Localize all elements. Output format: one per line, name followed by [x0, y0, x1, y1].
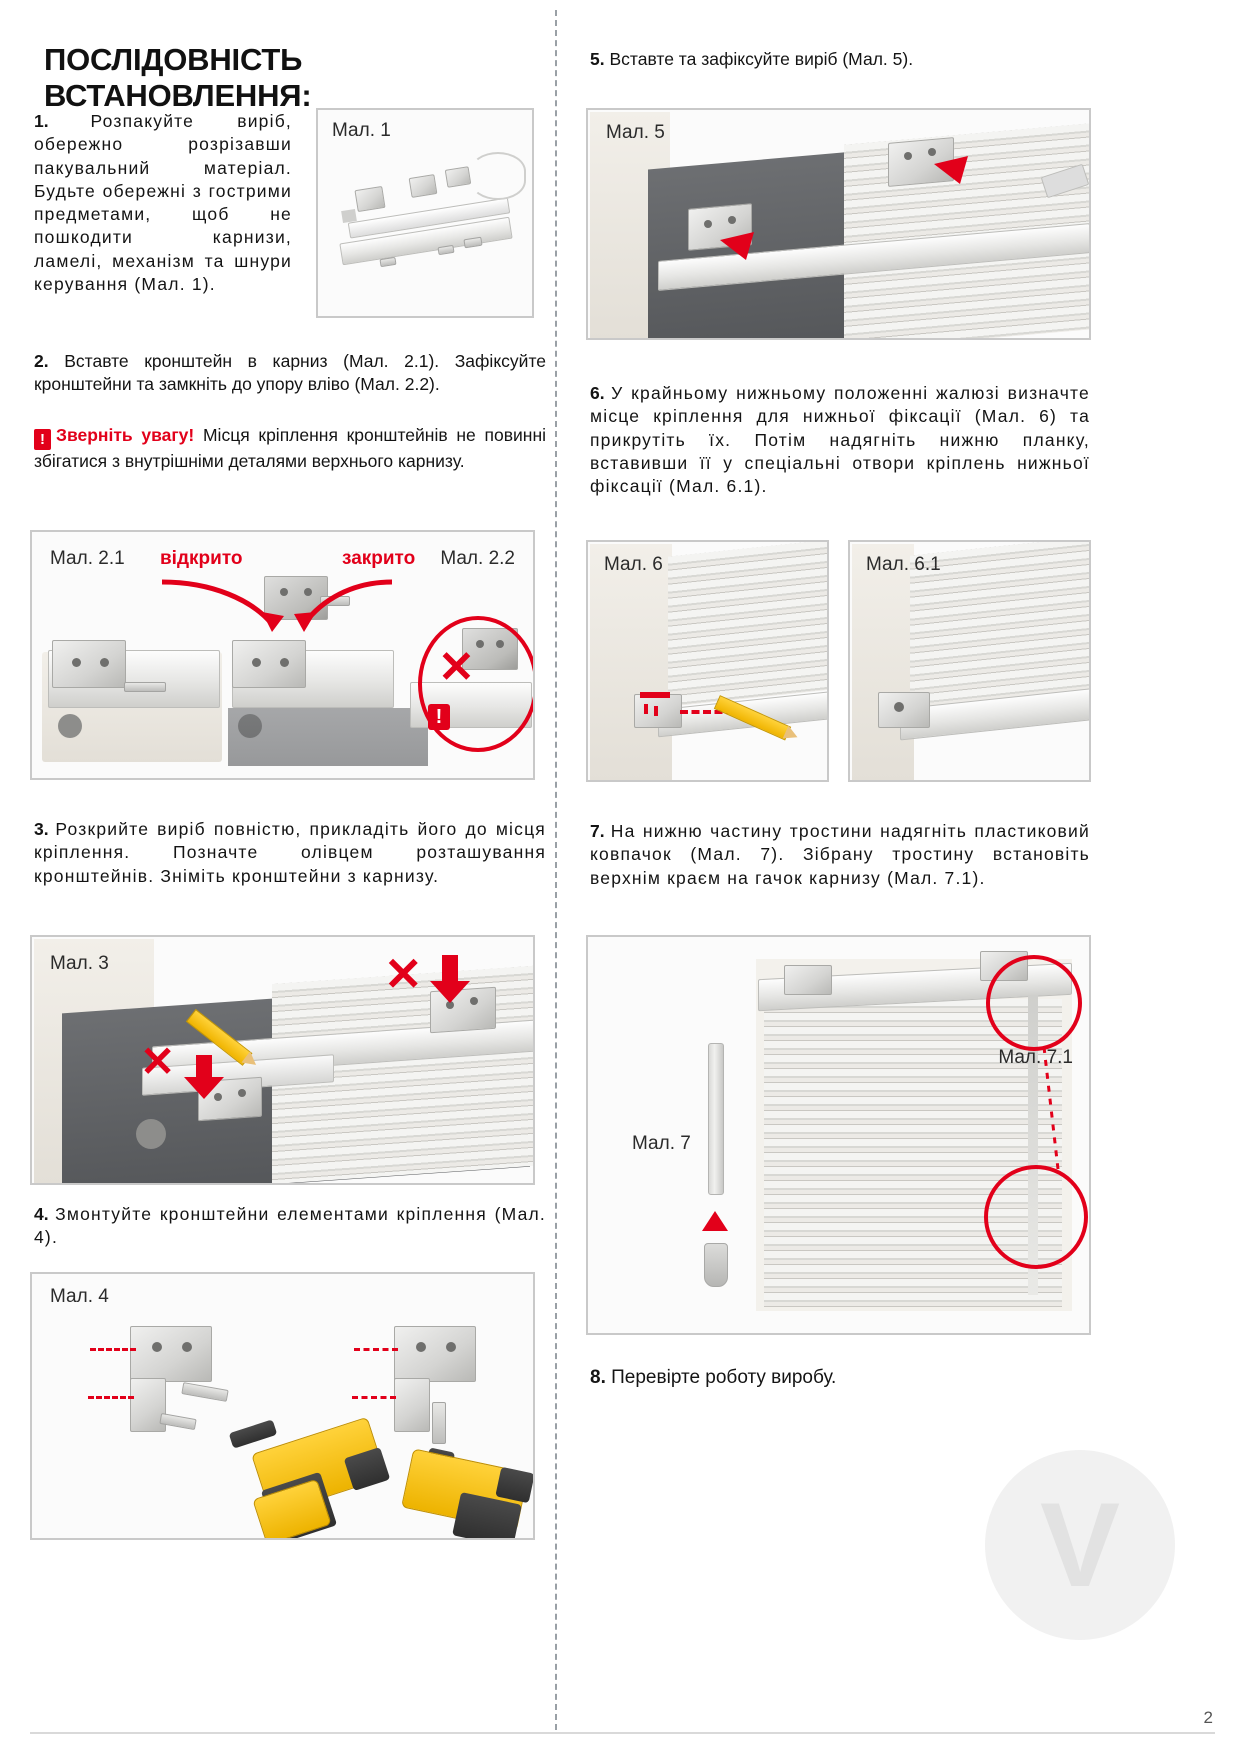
watermark-letter: V — [1039, 1478, 1121, 1612]
arrow-insert-icon-2 — [716, 230, 770, 280]
step-4-number: 4. — [34, 1204, 49, 1224]
figure-6 — [586, 540, 829, 782]
step-8-text — [590, 1365, 1090, 1390]
step-7-text — [590, 820, 1090, 890]
x-mark-icon-top: ✕ — [384, 948, 423, 1000]
figure-7-1-label: Мал. 7.1 — [998, 1047, 1073, 1068]
step-8-number: 8. — [590, 1367, 606, 1388]
figure-6-1-label: Мал. 6.1 — [866, 554, 941, 575]
step-1-body: Розпакуйте виріб, обережно розрізавши пакувальний матеріал. Будьте обережні з гострими предметами, щоб не пошкодити карнизи, ламелі, механізм та шнури керування (Мал. 1). — [34, 111, 292, 294]
figure-3-label: Мал. 3 — [50, 953, 109, 974]
footer-rule — [30, 1732, 1215, 1734]
attention-icon: ! — [34, 429, 51, 450]
step-3-text — [34, 818, 546, 888]
figure-1 — [316, 108, 534, 318]
arrow-down-icon — [424, 953, 484, 1013]
figure-7-label: Мал. 7 — [632, 1133, 691, 1154]
x-mark-icon-left: ✕ — [140, 1038, 176, 1085]
arrow-closed-icon — [282, 576, 412, 656]
page-title: ПОСЛІДОВНІСТЬ ВСТАНОВЛЕННЯ: — [44, 42, 312, 113]
step-6-body: У крайньому нижньому положенні жалюзі визначте місце кріплення для нижньої фіксації (Мал. 6) та прикрутіть їх. Потім надягніть нижню планку, вставивши її у спеціальні отвори кріплень нижньої фіксації (Мал. 6.1). — [590, 383, 1090, 497]
arrow-up-icon — [700, 1209, 730, 1239]
attention-label: Зверніть увагу! — [56, 425, 195, 445]
figure-4 — [30, 1272, 535, 1540]
arrow-down-left-icon — [182, 1055, 242, 1109]
step-6-number: 6. — [590, 383, 605, 403]
step-7-number: 7. — [590, 821, 605, 841]
figure-1-label: Мал. 1 — [332, 120, 391, 141]
step-4-body: Змонтуйте кронштейни елементами кріплення (Мал. 4). — [34, 1204, 546, 1248]
figure-4-label: Мал. 4 — [50, 1286, 109, 1307]
watermark — [985, 1450, 1175, 1640]
attention-body: Місця кріплення кронштейнів не повинні збігатися з внутрішніми деталями верхнього карнизу. — [34, 425, 546, 471]
step-2-body: Вставте кронштейн в карниз (Мал. 2.1). Зафіксуйте кронштейни та замкніть до упору вліво (Мал. 2.2). — [34, 351, 546, 395]
step-3-number: 3. — [34, 819, 49, 839]
figure-5-label: Мал. 5 — [606, 122, 665, 143]
figure-2-2-label: Мал. 2.2 — [440, 548, 515, 569]
step-5-number: 5. — [590, 49, 605, 69]
step-2-number: 2. — [34, 351, 49, 371]
figure-6-1 — [848, 540, 1091, 782]
step-2-attention — [34, 424, 546, 473]
step-5-body: Вставте та зафіксуйте виріб (Мал. 5). — [609, 49, 914, 69]
warning-badge-figure: ! — [428, 704, 450, 730]
arrow-insert-icon-1 — [930, 154, 984, 204]
step-7-body: На нижню частину тростини надягніть пластиковий ковпачок (Мал. 7). Зібрану тростину встановіть верхнім краєм на гачок карнизу (Мал. 7.1). — [590, 821, 1090, 888]
step-6-text — [590, 382, 1090, 498]
step-4-text — [34, 1203, 546, 1250]
x-mark-icon: ✕ — [438, 643, 475, 692]
label-closed: закрито — [342, 548, 416, 569]
figure-7 — [586, 935, 1091, 1335]
figure-2 — [30, 530, 535, 780]
step-8-body: Перевірте роботу виробу. — [611, 1367, 837, 1388]
step-2-text — [34, 350, 546, 397]
figure-2-1-label: Мал. 2.1 — [50, 548, 125, 569]
column-divider — [555, 10, 557, 1730]
label-open: відкрито — [160, 548, 243, 569]
step-5-text — [590, 48, 1090, 71]
step-3-body: Розкрийте виріб повністю, прикладіть його до місця кріплення. Позначте олівцем розташування кронштейнів. Зніміть кронштейни з карнизу. — [34, 819, 546, 886]
figure-5 — [586, 108, 1091, 340]
figure-6-label: Мал. 6 — [604, 554, 663, 575]
step-1-number: 1. — [34, 111, 49, 131]
page-number: 2 — [1203, 1708, 1213, 1727]
figure-3 — [30, 935, 535, 1185]
step-1-text — [34, 110, 292, 296]
